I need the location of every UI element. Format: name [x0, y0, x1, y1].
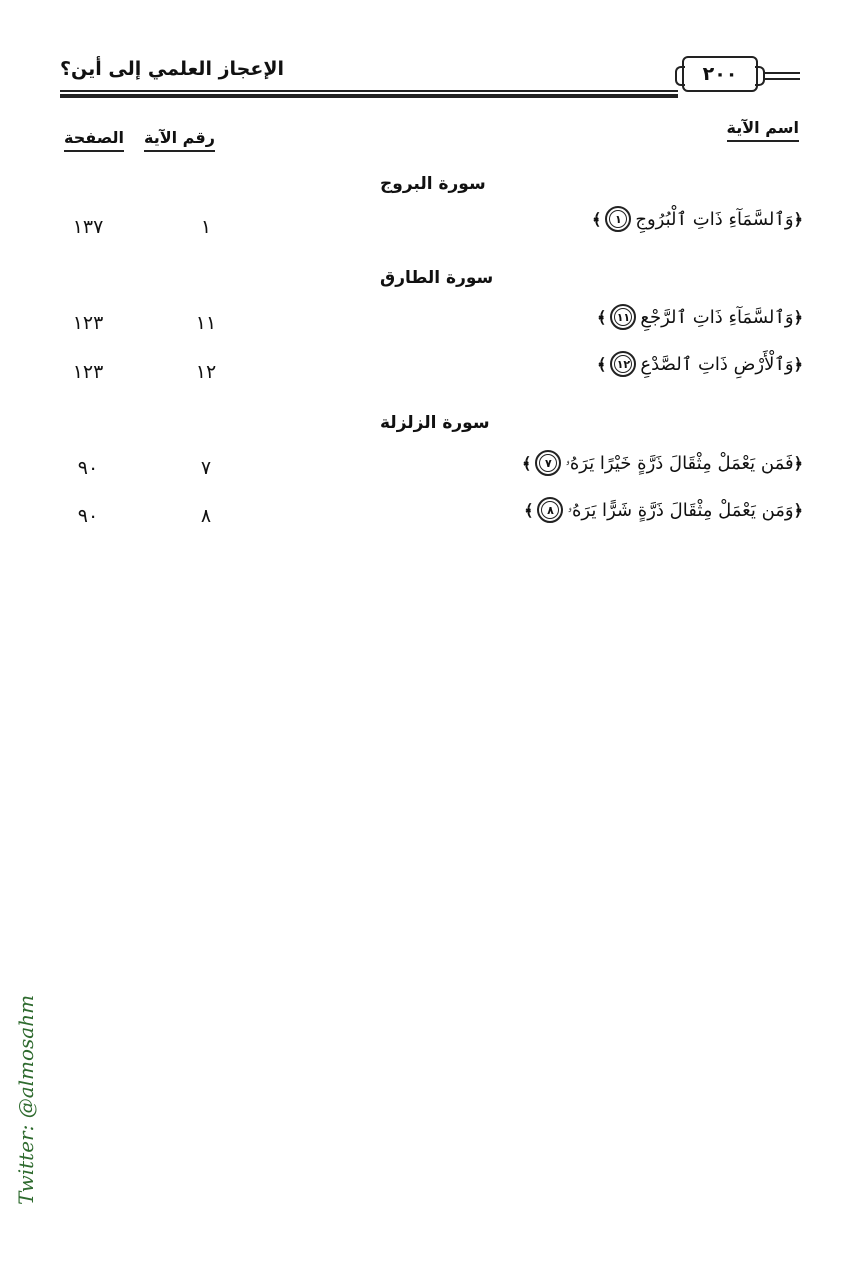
column-heading-verse-number: رقم الآية — [144, 128, 215, 152]
running-header — [60, 54, 800, 102]
verse-open-bracket: ﴿ — [793, 453, 803, 473]
verse-close-bracket: ﴾ — [597, 307, 607, 327]
surah-title: سورة البروج — [380, 174, 486, 194]
verse-open-bracket: ﴿ — [793, 209, 803, 229]
header-rule-right — [765, 72, 800, 74]
page-reference: ١٢٣ — [72, 312, 104, 334]
ayah-number-marker: ١ — [605, 206, 631, 232]
verse-words: وَٱلسَّمَآءِ ذَاتِ ٱلْبُرُوجِ — [635, 208, 794, 230]
verse-text — [522, 450, 803, 476]
verse-close-bracket: ﴾ — [597, 354, 607, 374]
verse-words: فَمَن يَعْمَلْ مِثْقَالَ ذَرَّةٍ خَيْرًا يَرَهُۥ — [565, 452, 794, 474]
verse-text — [592, 206, 803, 232]
verse-text — [597, 351, 803, 377]
verse-open-bracket: ﴿ — [793, 354, 803, 374]
twitter-watermark: Twitter: @almosahm — [14, 994, 38, 1205]
page-reference: ٩٠ — [77, 505, 99, 527]
verse-words: وَمَن يَعْمَلْ مِثْقَالَ ذَرَّةٍ شَرًّا يَرَهُۥ — [567, 499, 794, 521]
verse-text — [597, 304, 803, 330]
ayah-number-marker: ١٢ — [610, 351, 636, 377]
ayah-number-marker: ٧ — [535, 450, 561, 476]
surah-title: سورة الزلزلة — [380, 413, 490, 433]
verse-open-bracket: ﴿ — [793, 500, 803, 520]
page-reference: ٩٠ — [77, 457, 99, 479]
header-rule — [60, 90, 678, 92]
verse-words: وَٱلسَّمَآءِ ذَاتِ ٱلرَّجْعِ — [640, 306, 794, 328]
ayah-number-marker: ١١ — [610, 304, 636, 330]
verse-words: وَٱلْأَرْضِ ذَاتِ ٱلصَّدْعِ — [640, 353, 794, 375]
verse-number: ٧ — [200, 457, 212, 479]
column-heading-page: الصفحة — [64, 128, 124, 152]
ayah-number-marker: ٨ — [537, 497, 563, 523]
verse-number: ٨ — [200, 505, 212, 527]
verse-close-bracket: ﴾ — [524, 500, 534, 520]
verse-close-bracket: ﴾ — [521, 453, 532, 473]
page-reference: ١٢٣ — [72, 361, 104, 383]
book-title: الإعجاز العلمي إلى أين؟ — [60, 58, 284, 80]
verse-open-bracket: ﴿ — [793, 307, 803, 327]
header-rule-right-lower — [765, 78, 800, 80]
verse-close-bracket: ﴾ — [592, 209, 602, 229]
column-heading-verse-name: اسم الآية — [727, 118, 799, 142]
page-reference: ١٣٧ — [72, 216, 104, 238]
page-number: ٢٠٠ — [682, 56, 758, 92]
verse-number: ١٢ — [195, 361, 217, 383]
verse-number: ١١ — [195, 312, 217, 334]
surah-title: سورة الطارق — [380, 268, 494, 288]
verse-text — [524, 497, 803, 523]
verse-number: ١ — [200, 216, 212, 238]
header-rule-thick — [60, 94, 678, 98]
